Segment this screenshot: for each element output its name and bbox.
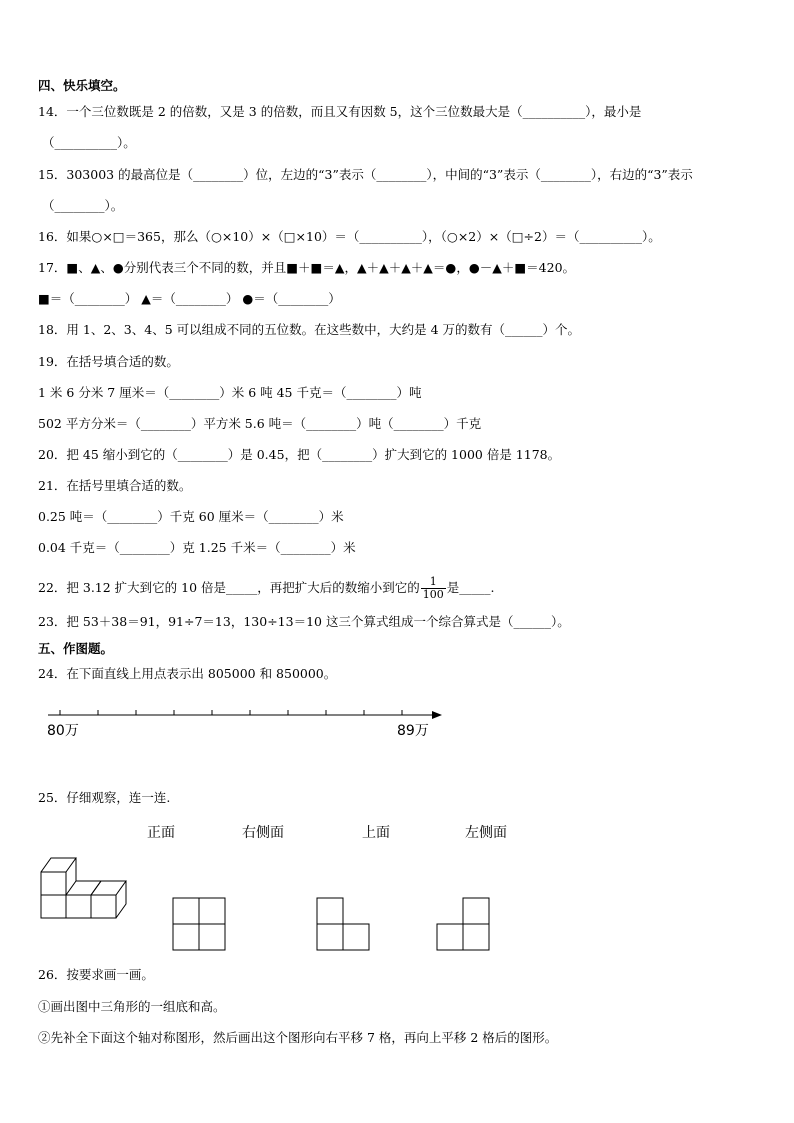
question-22-part-2: 是_____.: [446, 580, 495, 595]
question-21-line-1: 21．在括号里填合适的数。: [38, 478, 192, 493]
section-five-heading: 五、作图题。: [38, 641, 114, 656]
question-19-line-1: 19．在括号填合适的数。: [38, 354, 179, 369]
question-14-line-1: 14．一个三位数既是 2 的倍数，又是 3 的倍数，而且又有因数 5，这个三位数最大是（__________），最小是: [38, 104, 642, 119]
question-25: 25．仔细观察，连一连.: [38, 790, 171, 805]
question-22-part-1: 22．把 3.12 扩大到它的 10 倍是_____，再把扩大后的数缩小到它的: [38, 580, 420, 595]
cube-stack-3d: [38, 855, 128, 925]
question-15-line-1: 15．303003 的最高位是（________）位，左边的“3”表示（________），中间的“3”表示（________），右边的“3”表示: [38, 167, 693, 182]
question-17-line-1: 17．■、▲、●分别代表三个不同的数，并且■＋■＝▲，▲＋▲＋▲＋▲＝●，●－▲＋■＝420。: [38, 260, 576, 275]
view-label-left-side: 左侧面: [465, 825, 507, 841]
view-label-right-side: 右侧面: [242, 825, 284, 841]
question-19-line-2: 1 米 6 分米 7 厘米＝（________）米 6 吨 45 千克＝（________）吨: [38, 385, 422, 400]
fraction-1-100: [421, 576, 446, 601]
question-19-line-3: 502 平方分米＝（________）平方米 5.6 吨＝（________）吨（________）千克: [38, 416, 482, 431]
question-23: 23．把 53＋38＝91，91÷7＝13，130÷13＝10 这三个算式组成一个综合算式是（______）。: [38, 614, 570, 629]
question-14-line-2: （__________）。: [42, 135, 136, 150]
number-line-arrow: [432, 711, 442, 719]
question-26-part-2: ②先补全下面这个轴对称图形，然后画出这个图形向右平移 7 格，再向上平移 2 格后的图形。: [38, 1030, 558, 1045]
question-24: 24．在下面直线上用点表示出 805000 和 850000。: [38, 666, 337, 681]
question-18: 18．用 1、2、3、4、5 可以组成不同的五位数。在这些数中，大约是 4 万的数有（______）个。: [38, 322, 581, 337]
view-shape-2x2: [172, 897, 232, 957]
view-label-front: 正面: [147, 825, 175, 841]
fraction-numerator: 1: [421, 576, 446, 589]
view-shape-l-right: [436, 897, 496, 957]
question-26: 26．按要求画一画。: [38, 967, 154, 982]
question-16: 16．如果○×□＝365，那么（○×10）×（□×10）＝（__________），（○×2）×（□÷2）＝（__________）。: [38, 229, 661, 244]
question-21-line-2: 0.25 吨＝（________）千克 60 厘米＝（________）米: [38, 509, 344, 524]
fraction-denominator: 100: [422, 588, 444, 601]
number-line-end-label: 89万: [397, 723, 429, 739]
view-label-top: 上面: [362, 825, 390, 841]
question-26-part-1: ①画出图中三角形的一组底和高。: [38, 999, 226, 1014]
number-line-ticks: [60, 710, 402, 715]
question-17-line-2: ■＝（________） ▲＝（________） ●＝（________）: [38, 291, 341, 306]
number-line-start-label: 80万: [47, 723, 79, 739]
section-four-heading: 四、快乐填空。: [38, 78, 126, 93]
view-shape-l-left: [316, 897, 376, 957]
question-22: [38, 576, 495, 601]
question-20: 20．把 45 缩小到它的（________）是 0.45，把（________）扩大到它的 1000 倍是 1178。: [38, 447, 561, 462]
question-15-line-2: （________）。: [42, 198, 124, 213]
question-21-line-3: 0.04 千克＝（________）克 1.25 千米＝（________）米: [38, 540, 356, 555]
